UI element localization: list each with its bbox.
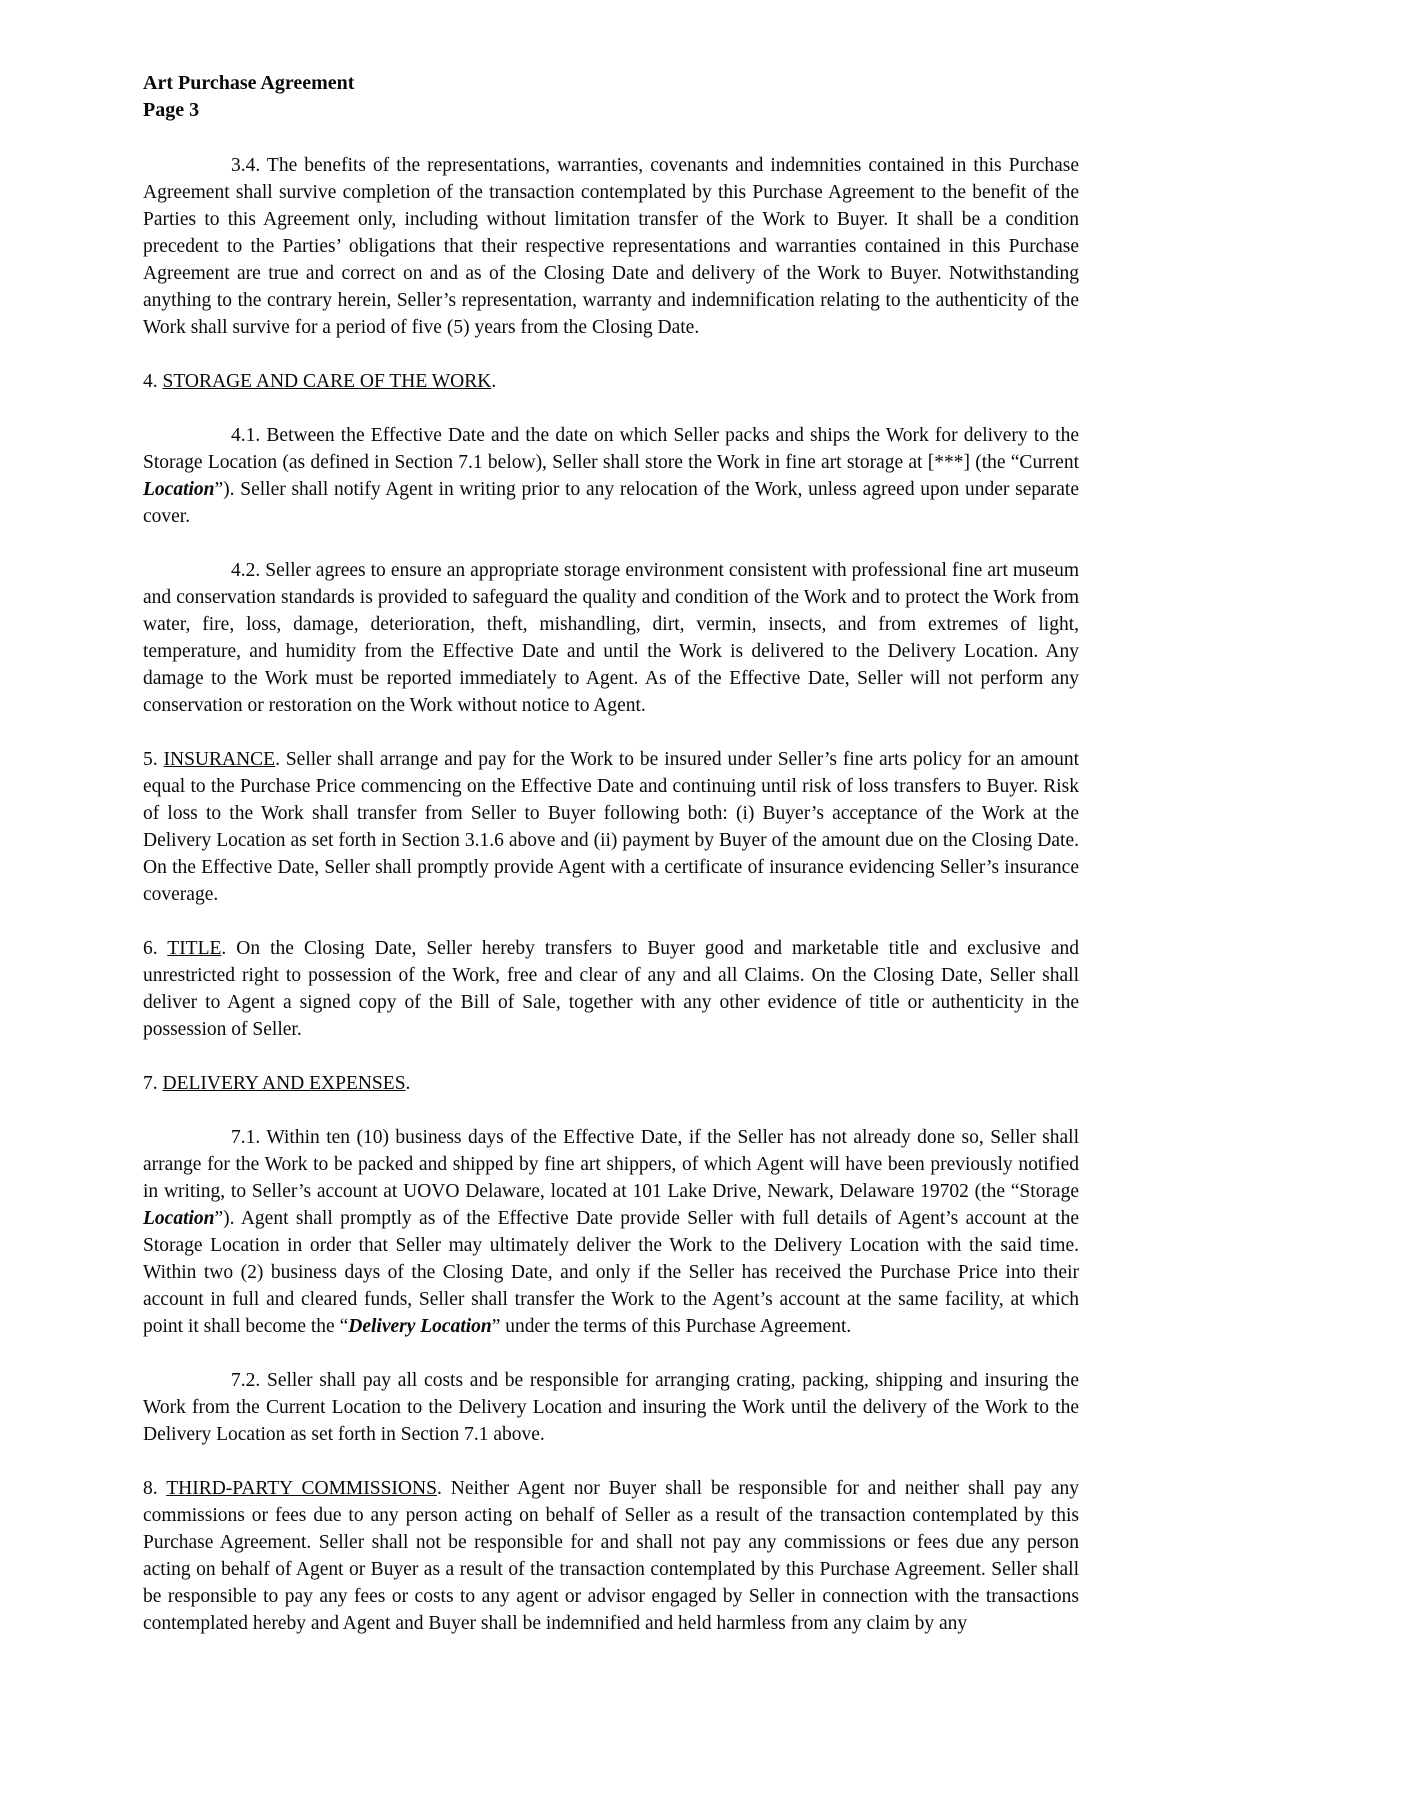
text-segment: 4. — [143, 371, 163, 392]
text-segment: 4.1. Between the Effective Date and the date on which Seller packs and ships the Work for delivery to the Storage Location (as defined in Section 7.1 below), Seller shall store the Work in fine art storage at [***] (the “Current — [143, 425, 1079, 473]
document-header — [143, 70, 1079, 124]
paragraph-7-2 — [143, 1367, 1079, 1448]
text-segment: ” under the terms of this Purchase Agreement. — [491, 1316, 852, 1337]
text-segment: TITLE — [167, 938, 222, 959]
text-segment: THIRD-PARTY COMMISSIONS — [166, 1478, 437, 1499]
paragraph-5-insurance — [143, 746, 1079, 908]
text-segment: 7.2. Seller shall pay all costs and be responsible for arranging crating, packing, shipping and insuring the Work from the Current Location to the Delivery Location and insuring the Work until the delivery of the Work to the Delivery Location as set forth in Section 7.1 above. — [143, 1370, 1079, 1445]
text-segment: ”). Seller shall notify Agent in writing prior to any relocation of the Work, unless agreed upon under separate cover. — [143, 479, 1079, 527]
text-segment: 7.1. Within ten (10) business days of the Effective Date, if the Seller has not already done so, Seller shall arrange for the Work to be packed and shipped by fine art shippers, of which Agent will have been previously notified in writing, to Seller’s account at UOVO Delaware, located at 101 Lake Drive, Newark, Delaware 19702 (the “Storage — [143, 1127, 1079, 1202]
paragraph-8-third-party-commissions — [143, 1475, 1079, 1637]
heading-7-delivery-and-expenses — [143, 1070, 1079, 1097]
text-segment: STORAGE AND CARE OF THE WORK — [162, 371, 492, 392]
document-body — [143, 152, 1079, 1637]
text-segment: Delivery Location — [348, 1316, 492, 1337]
text-segment: INSURANCE — [163, 749, 276, 770]
text-segment: . Neither Agent nor Buyer shall be responsible for and neither shall pay any commissions or fees due to any person acting on behalf of Seller as a result of the transaction contemplated by this Purchase Agreement. Seller shall not be responsible for and shall not pay any commissions or fees due any person acting on behalf of Agent or Buyer as a result of the transaction contemplated by this Purchase Agreement. Seller shall be responsible to pay any fees or costs to any agent or advisor engaged by Seller in connection with the transactions contemplated hereby and Agent and Buyer shall be indemnified and held harmless from any claim by any — [143, 1478, 1080, 1634]
page-number: Page 3 — [143, 99, 200, 121]
document-title: Art Purchase Agreement — [143, 72, 355, 94]
text-segment: 6. — [143, 938, 168, 959]
text-segment: 3.4. The benefits of the representations, warranties, covenants and indemnities contained in this Purchase Agreement shall survive completion of the transaction contemplated by this Purchase Agreement to the benefit of the Parties to this Agreement only, including without limitation transfer of the Work to Buyer. It shall be a condition precedent to the Parties’ obligations that their respective representations and warranties contained in this Purchase Agreement are true and correct on and as of the Closing Date and delivery of the Work to Buyer. Notwithstanding anything to the contrary herein, Seller’s representation, warranty and indemnification relating to the authenticity of the Work shall survive for a period of five (5) years from the Closing Date. — [143, 155, 1079, 338]
text-segment: . — [491, 371, 497, 392]
text-segment: . Seller shall arrange and pay for the Work to be insured under Seller’s fine arts policy for an amount equal to the Purchase Price commencing on the Effective Date and continuing until risk of loss transfers to Buyer. Risk of loss to the Work shall transfer from Seller to Buyer following both: (i) Buyer’s acceptance of the Work at the Delivery Location as set forth in Section 3.1.6 above and (ii) payment by Buyer of the amount due on the Closing Date. On the Effective Date, Seller shall promptly provide Agent with a certificate of insurance evidencing Seller’s insurance coverage. — [143, 749, 1080, 905]
text-segment: 4.2. Seller agrees to ensure an appropriate storage environment consistent with professional fine art museum and conservation standards is provided to safeguard the quality and condition of the Work and to protect the Work from water, fire, loss, damage, deterioration, theft, mishandling, dirt, vermin, insects, and from extremes of light, temperature, and humidity from the Effective Date and until the Work is delivered to the Delivery Location. Any damage to the Work must be reported immediately to Agent. As of the Effective Date, Seller will not perform any conservation or restoration on the Work without notice to Agent. — [143, 560, 1079, 716]
text-segment: 5. — [143, 749, 164, 770]
text-segment: . — [405, 1073, 411, 1094]
document-content — [143, 70, 1079, 1664]
paragraph-4-2 — [143, 557, 1079, 719]
paragraph-4-1 — [143, 422, 1079, 530]
text-segment: Location — [143, 1208, 215, 1229]
text-segment: . On the Closing Date, Seller hereby transfers to Buyer good and marketable title and exclusive and unrestricted right to possession of the Work, free and clear of any and all Claims. On the Closing Date, Seller shall deliver to Agent a signed copy of the Bill of Sale, together with any other evidence of title or authenticity in the possession of Seller. — [143, 938, 1079, 1040]
text-segment: DELIVERY AND EXPENSES — [162, 1073, 406, 1094]
paragraph-6-title — [143, 935, 1079, 1043]
text-segment: 7. — [143, 1073, 163, 1094]
paragraph-3-4 — [143, 152, 1079, 341]
paragraph-7-1 — [143, 1124, 1079, 1340]
text-segment: 8. — [143, 1478, 167, 1499]
text-segment: ”). Agent shall promptly as of the Effective Date provide Seller with full details of Agent’s account at the Storage Location in order that Seller may ultimately deliver the Work to the Delivery Location with the said time. Within two (2) business days of the Closing Date, and only if the Seller has received the Purchase Price into their account in full and cleared funds, Seller shall transfer the Work to the Agent’s account at the same facility, at which point it shall become the “ — [143, 1208, 1079, 1337]
heading-4-storage-and-care — [143, 368, 1079, 395]
text-segment: Location — [143, 479, 215, 500]
